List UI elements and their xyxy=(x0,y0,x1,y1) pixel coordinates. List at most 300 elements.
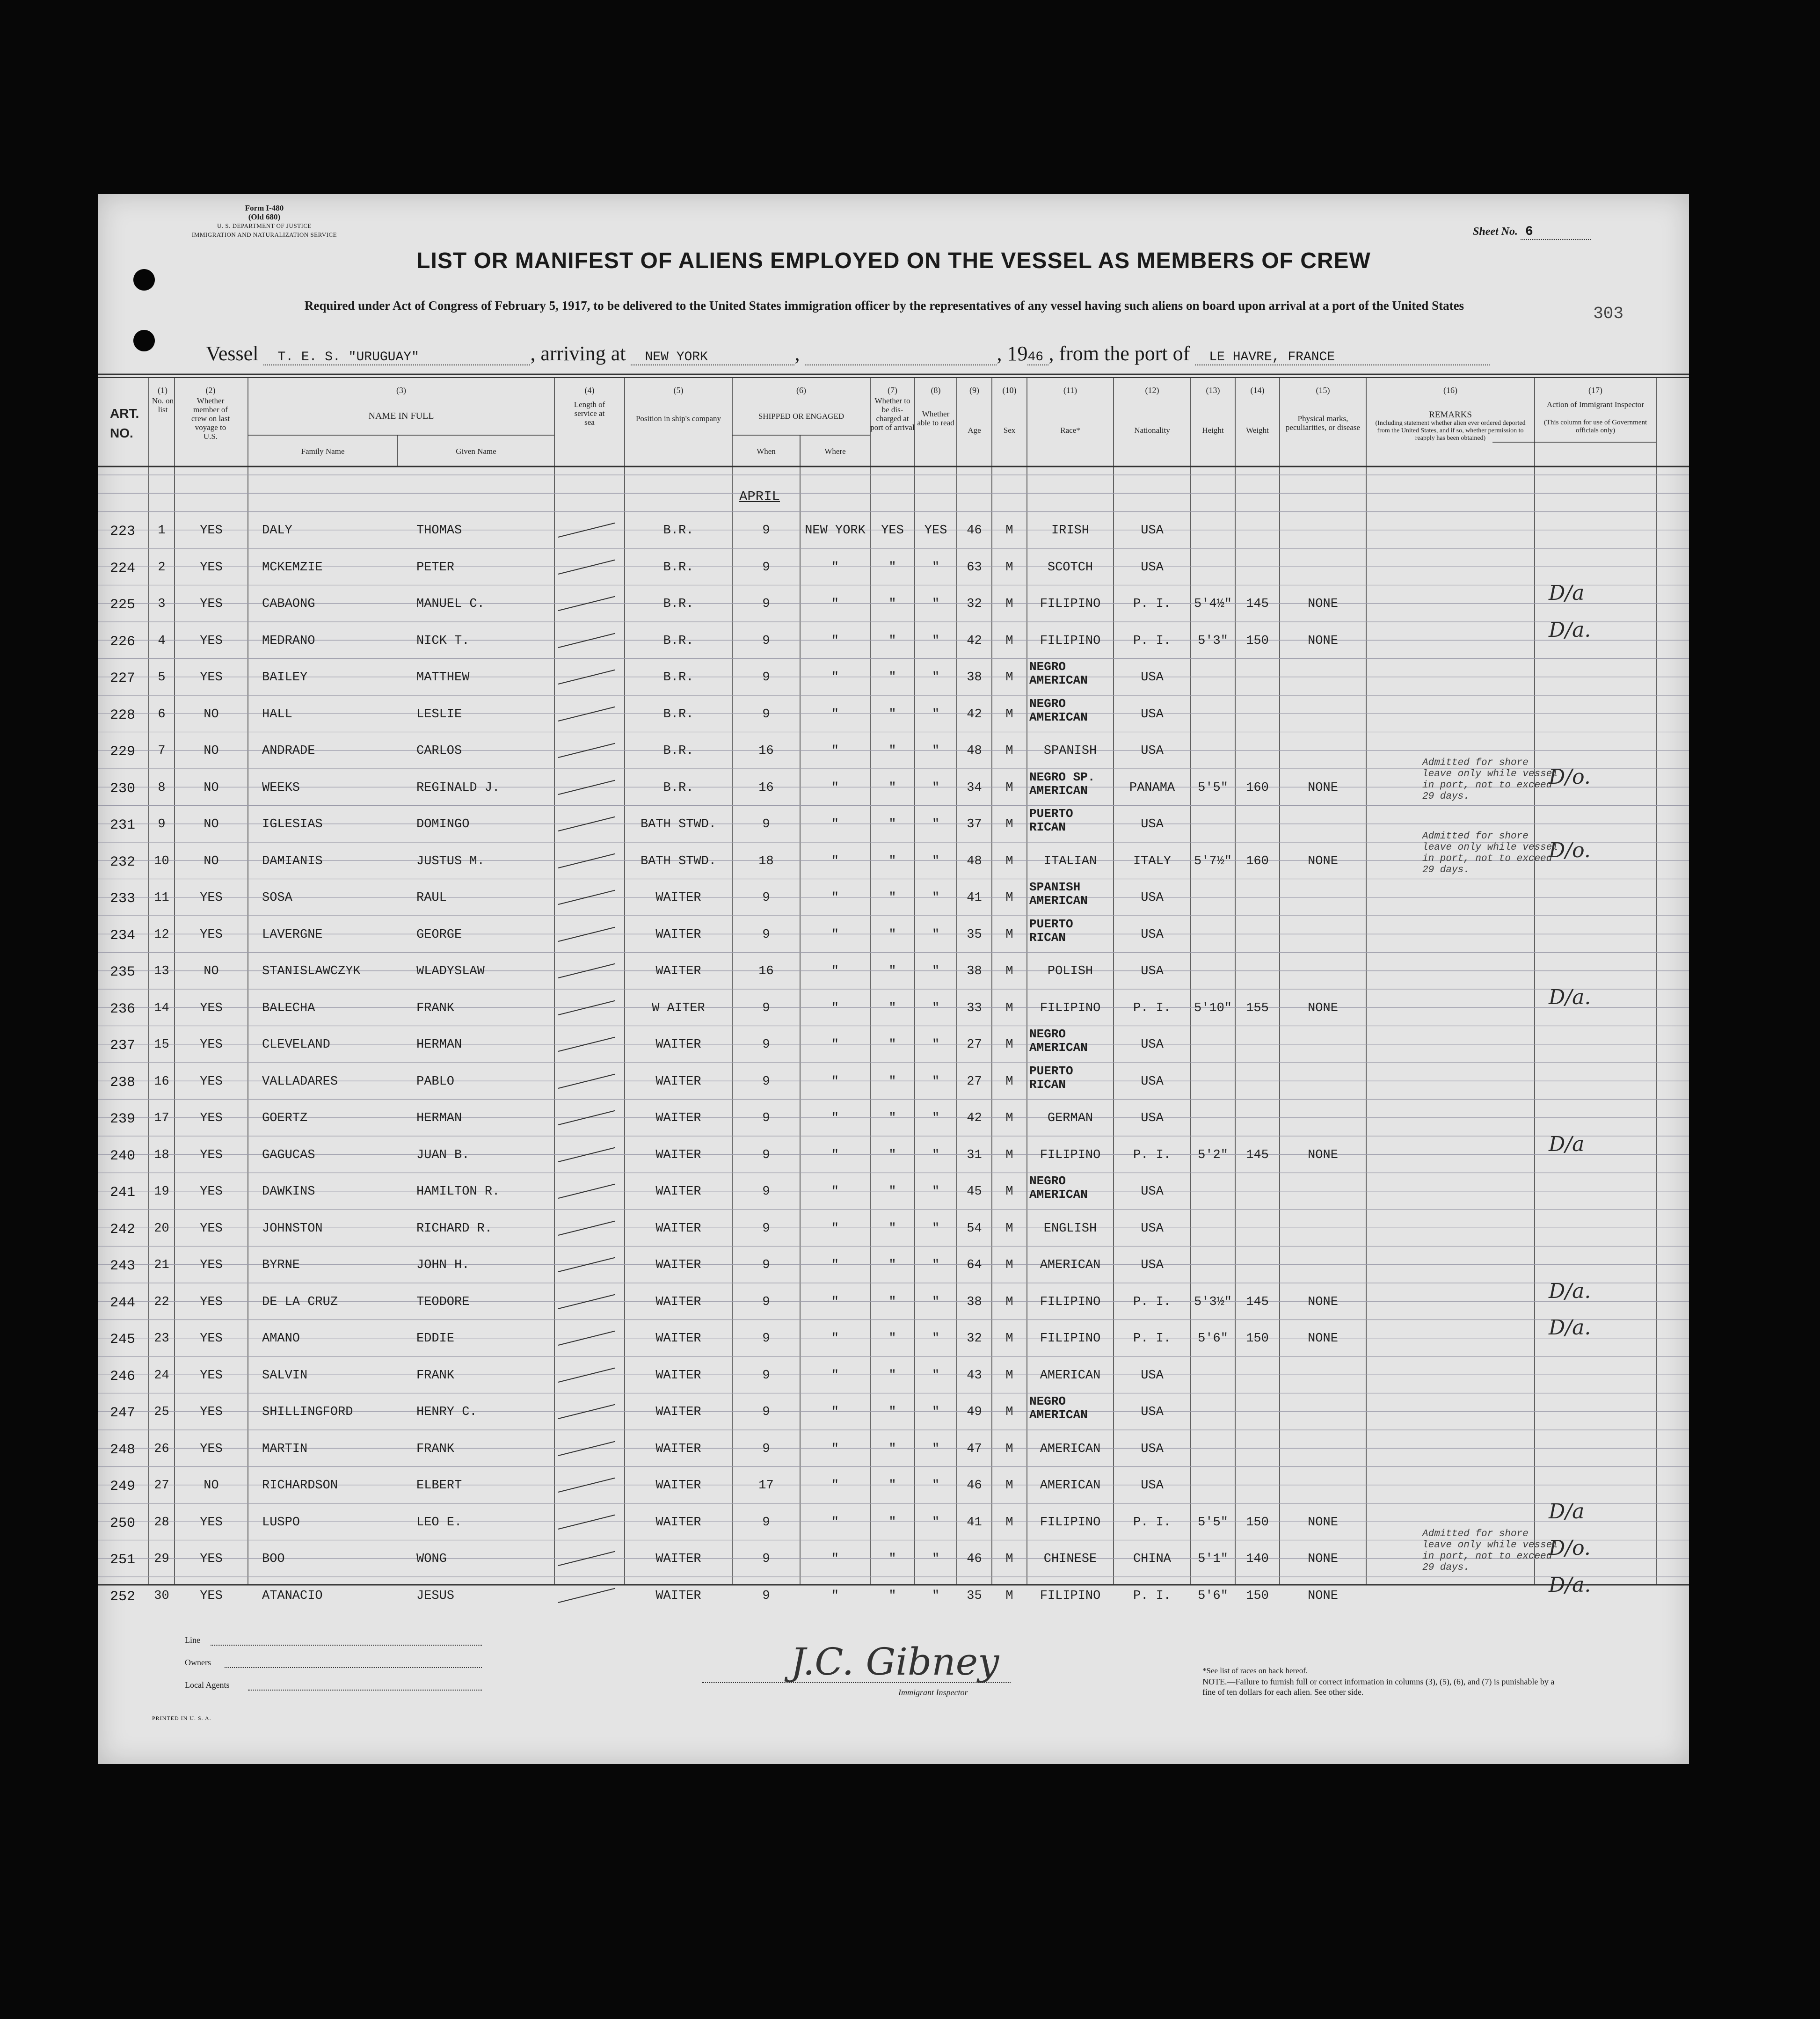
art-no: 239 xyxy=(110,1111,136,1127)
position: B.R. xyxy=(663,597,694,611)
shipped-when: 9 xyxy=(762,1295,770,1309)
shipped-where: " xyxy=(831,1552,839,1566)
height: 5'4½" xyxy=(1194,597,1232,611)
able-to-read: " xyxy=(932,1479,940,1493)
race: FILIPINO xyxy=(1040,597,1101,611)
given-name: RICHARD R. xyxy=(416,1221,493,1236)
family-name: HALL xyxy=(262,707,292,722)
shipped-when: 9 xyxy=(762,671,770,685)
family-name: IGLESIAS xyxy=(262,817,323,831)
vessel-name: T. E. S. "URUGUAY" xyxy=(263,350,530,365)
shipped-where: " xyxy=(831,1148,839,1162)
header-col17: Action of Immigrant Inspector xyxy=(1546,400,1645,409)
family-name: SOSA xyxy=(262,891,292,905)
inspector-action: D/o. xyxy=(1549,838,1591,862)
given-name: HERMAN xyxy=(416,1038,462,1052)
shipped-where: " xyxy=(831,1332,839,1346)
physical-marks: NONE xyxy=(1308,1001,1338,1015)
art-no: 241 xyxy=(110,1185,136,1201)
age: 47 xyxy=(967,1442,982,1456)
shipped-when: 9 xyxy=(762,1552,770,1566)
able-to-read: " xyxy=(932,1552,940,1566)
art-no: 244 xyxy=(110,1295,136,1311)
table-row xyxy=(98,1132,1689,1165)
prior-voyage: YES xyxy=(200,671,223,685)
nationality: P. I. xyxy=(1133,1332,1171,1346)
shipped-when: 9 xyxy=(762,1185,770,1199)
punch-hole xyxy=(133,330,155,351)
year-value: 46 xyxy=(1027,350,1048,365)
list-no: 17 xyxy=(154,1111,169,1125)
from-label: , from the port of xyxy=(1048,342,1190,365)
table-row xyxy=(98,1027,1689,1055)
race: AMERICAN xyxy=(1040,1442,1101,1456)
able-to-read: " xyxy=(932,1148,940,1162)
header-col6-num: (6) xyxy=(796,386,806,395)
list-no: 1 xyxy=(158,524,166,538)
position: WAITER xyxy=(655,1074,701,1089)
position: WAITER xyxy=(655,964,701,978)
remarks: Admitted for shore leave only while vessel in port, not to exceed 29 days. xyxy=(1422,831,1558,875)
shipped-when: 9 xyxy=(762,1368,770,1383)
nationality: USA xyxy=(1141,817,1164,831)
discharged: " xyxy=(888,1442,896,1456)
inspector-action: D/a. xyxy=(1549,985,1591,1009)
nationality: USA xyxy=(1141,1258,1164,1272)
given-name: JUAN B. xyxy=(416,1148,470,1162)
able-to-read: " xyxy=(932,671,940,685)
able-to-read: " xyxy=(932,1295,940,1309)
given-name: CARLOS xyxy=(416,744,462,758)
prior-voyage: YES xyxy=(200,1258,223,1272)
header-col5-num: (5) xyxy=(673,386,684,395)
service-check-mark xyxy=(558,816,615,831)
list-no: 27 xyxy=(154,1479,169,1493)
discharged: " xyxy=(888,817,896,831)
table-row xyxy=(98,953,1689,981)
family-name: AMANO xyxy=(262,1332,300,1346)
position: B.R. xyxy=(663,707,694,722)
service-check-mark xyxy=(558,633,615,648)
document-subtitle: Required under Act of Congress of February 5, 1917, to be delivered to the United States immigration officer by the representatives of any vessel having such aliens on board upon arrival at a port of the United States xyxy=(304,299,1464,313)
race: FILIPINO xyxy=(1040,1001,1101,1015)
list-no: 25 xyxy=(154,1405,169,1419)
sex: M xyxy=(1005,671,1013,685)
table-row xyxy=(98,1529,1689,1573)
height: 5'7½" xyxy=(1194,854,1232,868)
race: PUERTO RICAN xyxy=(1029,1064,1073,1092)
race: FILIPINO xyxy=(1040,1515,1101,1530)
service-check-mark xyxy=(558,1294,615,1309)
shipped-where: " xyxy=(831,1001,839,1015)
weight: 150 xyxy=(1246,634,1269,648)
header-col16: REMARKS xyxy=(1429,410,1472,420)
service-check-mark xyxy=(558,1073,615,1088)
age: 27 xyxy=(967,1038,982,1052)
given-name: EDDIE xyxy=(416,1332,455,1346)
race: NEGRO SP. AMERICAN xyxy=(1029,770,1095,798)
age: 49 xyxy=(967,1405,982,1419)
shipped-where: " xyxy=(831,634,839,648)
age: 64 xyxy=(967,1258,982,1272)
able-to-read: " xyxy=(932,744,940,758)
prior-voyage: YES xyxy=(200,1185,223,1199)
departure-port: LE HAVRE, FRANCE xyxy=(1195,350,1490,365)
nationality: PANAMA xyxy=(1129,780,1175,795)
given-name: FRANK xyxy=(416,1001,455,1015)
given-name: WLADYSLAW xyxy=(416,964,485,978)
race: PUERTO RICAN xyxy=(1029,807,1073,834)
given-name: ELBERT xyxy=(416,1479,462,1493)
table-row xyxy=(98,1467,1689,1495)
race-note: *See list of races on back hereof. xyxy=(1202,1666,1308,1675)
service-name: IMMIGRATION AND NATURALIZATION SERVICE xyxy=(191,231,337,238)
list-no: 14 xyxy=(154,1001,169,1015)
list-no: 2 xyxy=(158,560,166,575)
family-name: GOERTZ xyxy=(262,1111,308,1125)
table-row xyxy=(98,831,1689,875)
weight: 160 xyxy=(1246,780,1269,795)
discharged: " xyxy=(888,1515,896,1530)
physical-marks: NONE xyxy=(1308,1295,1338,1309)
header-col8: Whether able to read xyxy=(917,409,954,427)
art-no: 228 xyxy=(110,707,136,723)
sex: M xyxy=(1005,964,1013,978)
prior-voyage: YES xyxy=(200,524,223,538)
service-check-mark xyxy=(558,963,615,978)
inspector-action: D/a. xyxy=(1549,1316,1591,1340)
art-no: 226 xyxy=(110,634,136,650)
discharged: " xyxy=(888,1258,896,1272)
race: FILIPINO xyxy=(1040,1148,1101,1162)
nationality: USA xyxy=(1141,1221,1164,1236)
family-name: LUSPO xyxy=(262,1515,300,1530)
header-col6: SHIPPED OR ENGAGED xyxy=(758,412,844,421)
shipped-when: 9 xyxy=(762,597,770,611)
age: 42 xyxy=(967,634,982,648)
given-name: RAUL xyxy=(416,891,447,905)
art-no: 247 xyxy=(110,1405,136,1421)
height: 5'5" xyxy=(1198,780,1228,795)
prior-voyage: NO xyxy=(204,1479,219,1493)
position: B.R. xyxy=(663,744,694,758)
header-col2: Whether member of crew on last voyage to U.S. xyxy=(191,396,230,441)
service-check-mark xyxy=(558,1331,615,1346)
given-name: JOHN H. xyxy=(416,1258,470,1272)
shipped-where: " xyxy=(831,597,839,611)
header-col14: Weight xyxy=(1246,426,1269,435)
race: SPANISH AMERICAN xyxy=(1029,880,1088,908)
position: WAITER xyxy=(655,927,701,942)
header-given-name: Given Name xyxy=(456,447,496,456)
list-no: 30 xyxy=(154,1589,169,1603)
able-to-read: " xyxy=(932,891,940,905)
family-name: MCKEMZIE xyxy=(262,560,323,575)
table-row xyxy=(98,1357,1689,1385)
remarks: Admitted for shore leave only while vessel in port, not to exceed 29 days. xyxy=(1422,1529,1558,1573)
art-no: 231 xyxy=(110,817,136,833)
position: WAITER xyxy=(655,1552,701,1566)
nationality: USA xyxy=(1141,1368,1164,1383)
position: WAITER xyxy=(655,891,701,905)
header-col5: Position in ship's company xyxy=(635,414,721,423)
header-art-no: ART. NO. xyxy=(110,406,139,440)
age: 32 xyxy=(967,597,982,611)
nationality: CHINA xyxy=(1133,1552,1171,1566)
race: FILIPINO xyxy=(1040,634,1101,648)
art-no: 238 xyxy=(110,1074,136,1091)
physical-marks: NONE xyxy=(1308,1148,1338,1162)
family-name: DALY xyxy=(262,524,292,538)
prior-voyage: NO xyxy=(204,707,219,722)
able-to-read: " xyxy=(932,1332,940,1346)
shipped-when: 9 xyxy=(762,1332,770,1346)
art-no: 227 xyxy=(110,671,136,686)
race: NEGRO AMERICAN xyxy=(1029,1174,1088,1202)
position: BATH STWD. xyxy=(640,854,717,868)
age: 33 xyxy=(967,1001,982,1015)
header-col11: Race* xyxy=(1060,426,1080,435)
header-col17-note: (This column for use of Government officials only) xyxy=(1543,419,1647,434)
nationality: ITALY xyxy=(1133,854,1171,868)
prior-voyage: YES xyxy=(200,1332,223,1346)
table-row xyxy=(98,1279,1689,1312)
able-to-read: " xyxy=(932,1442,940,1456)
race: FILIPINO xyxy=(1040,1589,1101,1603)
position: WAITER xyxy=(655,1479,701,1493)
age: 34 xyxy=(967,780,982,795)
race: SPANISH xyxy=(1043,744,1097,758)
able-to-read: " xyxy=(932,1405,940,1419)
sex: M xyxy=(1005,560,1013,575)
position: WAITER xyxy=(655,1185,701,1199)
shipped-when: 9 xyxy=(762,1221,770,1236)
header-where: Where xyxy=(824,447,846,456)
shipped-where: " xyxy=(831,1221,839,1236)
header-col17-num: (17) xyxy=(1588,386,1602,395)
inspector-action: D/a xyxy=(1549,1132,1585,1156)
position: WAITER xyxy=(655,1295,701,1309)
prior-voyage: YES xyxy=(200,1589,223,1603)
list-no: 29 xyxy=(154,1552,169,1566)
art-no: 245 xyxy=(110,1332,136,1348)
table-row xyxy=(98,733,1689,761)
art-no: 251 xyxy=(110,1552,136,1568)
sex: M xyxy=(1005,524,1013,538)
prior-voyage: YES xyxy=(200,1515,223,1530)
race: NEGRO AMERICAN xyxy=(1029,696,1088,724)
header-col8-num: (8) xyxy=(931,386,941,395)
discharged: " xyxy=(888,1332,896,1346)
age: 32 xyxy=(967,1332,982,1346)
weight: 150 xyxy=(1246,1589,1269,1603)
document-title: LIST OR MANIFEST OF ALIENS EMPLOYED ON THE VESSEL AS MEMBERS OF CREW xyxy=(416,248,1371,273)
shipped-where: " xyxy=(831,560,839,575)
table-row xyxy=(98,1247,1689,1275)
art-no: 243 xyxy=(110,1258,136,1274)
position: WAITER xyxy=(655,1368,701,1383)
nationality: USA xyxy=(1141,964,1164,978)
art-no: 225 xyxy=(110,597,136,613)
owners-label: Owners xyxy=(185,1658,211,1667)
art-no: 236 xyxy=(110,1001,136,1017)
given-name: PABLO xyxy=(416,1074,455,1089)
art-no: 246 xyxy=(110,1368,136,1385)
shipped-when: 9 xyxy=(762,1111,770,1125)
art-no: 223 xyxy=(110,524,136,539)
sex: M xyxy=(1005,1515,1013,1530)
local-agents-label: Local Agents xyxy=(185,1680,230,1690)
local-agents-field xyxy=(248,1690,482,1691)
position: B.R. xyxy=(663,524,694,538)
service-check-mark xyxy=(558,1551,615,1566)
prior-voyage: YES xyxy=(200,634,223,648)
position: WAITER xyxy=(655,1038,701,1052)
page-stamp-number: 303 xyxy=(1593,304,1623,323)
family-name: ANDRADE xyxy=(262,744,315,758)
line-label: Line xyxy=(185,1635,200,1645)
physical-marks: NONE xyxy=(1308,1589,1338,1603)
list-no: 16 xyxy=(154,1074,169,1089)
service-check-mark xyxy=(558,1404,615,1419)
family-name: LAVERGNE xyxy=(262,927,323,942)
able-to-read: " xyxy=(932,1185,940,1199)
race: GERMAN xyxy=(1047,1111,1093,1125)
table-row xyxy=(98,806,1689,834)
age: 41 xyxy=(967,891,982,905)
race: CHINESE xyxy=(1043,1552,1097,1566)
given-name: GEORGE xyxy=(416,927,462,942)
service-check-mark xyxy=(558,1220,615,1235)
able-to-read: " xyxy=(932,1221,940,1236)
prior-voyage: YES xyxy=(200,1295,223,1309)
shipped-where: " xyxy=(831,1515,839,1530)
position: WAITER xyxy=(655,1221,701,1236)
shipped-where: " xyxy=(831,1589,839,1603)
list-no: 8 xyxy=(158,780,166,795)
art-no: 233 xyxy=(110,891,136,907)
art-no: 234 xyxy=(110,927,136,944)
shipped-where: " xyxy=(831,891,839,905)
height: 5'3" xyxy=(1198,634,1228,648)
position: B.R. xyxy=(663,634,694,648)
able-to-read: " xyxy=(932,597,940,611)
given-name: JESUS xyxy=(416,1589,455,1603)
given-name: NICK T. xyxy=(416,634,470,648)
position: WAITER xyxy=(655,1148,701,1162)
shipped-when: 9 xyxy=(762,1515,770,1530)
sex: M xyxy=(1005,1479,1013,1493)
table-row xyxy=(98,581,1689,614)
race: IRISH xyxy=(1051,524,1089,538)
header-col2-num: (2) xyxy=(205,386,216,395)
height: 5'5" xyxy=(1198,1515,1228,1530)
inspector-action: D/a. xyxy=(1549,1573,1591,1597)
family-name: GAGUCAS xyxy=(262,1148,315,1162)
family-name: WEEKS xyxy=(262,780,300,795)
shipped-when: 9 xyxy=(762,1038,770,1052)
shipped-where: " xyxy=(831,1442,839,1456)
family-name: MEDRANO xyxy=(262,634,315,648)
shipped-when: 9 xyxy=(762,1258,770,1272)
sex: M xyxy=(1005,1589,1013,1603)
weight: 145 xyxy=(1246,597,1269,611)
able-to-read: " xyxy=(932,1589,940,1603)
shipped-where: " xyxy=(831,854,839,868)
header-col3: NAME IN FULL xyxy=(368,411,434,421)
shipped-when: 9 xyxy=(762,927,770,942)
header-family-name: Family Name xyxy=(301,447,345,456)
header-col12: Nationality xyxy=(1134,426,1170,435)
weight: 150 xyxy=(1246,1332,1269,1346)
service-check-mark xyxy=(558,780,615,794)
discharged: " xyxy=(888,597,896,611)
service-check-mark xyxy=(558,1110,615,1125)
race: AMERICAN xyxy=(1040,1479,1101,1493)
service-check-mark xyxy=(558,670,615,685)
shipped-when: 9 xyxy=(762,707,770,722)
given-name: HAMILTON R. xyxy=(416,1185,500,1199)
vessel-line xyxy=(206,342,1581,365)
art-no: 224 xyxy=(110,560,136,576)
list-no: 7 xyxy=(158,744,166,758)
age: 27 xyxy=(967,1074,982,1089)
sex: M xyxy=(1005,1185,1013,1199)
table-row xyxy=(98,880,1689,908)
shipped-when: 9 xyxy=(762,1405,770,1419)
position: WAITER xyxy=(655,1442,701,1456)
able-to-read: " xyxy=(932,1038,940,1052)
nationality: USA xyxy=(1141,1442,1164,1456)
art-no: 240 xyxy=(110,1148,136,1164)
family-name: DAMIANIS xyxy=(262,854,323,868)
service-check-mark xyxy=(558,523,615,538)
nationality: USA xyxy=(1141,927,1164,942)
inspector-signature: J.C. Gibney xyxy=(791,1640,999,1684)
sheet-label: Sheet No. xyxy=(1473,226,1518,238)
family-name: CLEVELAND xyxy=(262,1038,330,1052)
department-name: U. S. DEPARTMENT OF JUSTICE xyxy=(217,222,312,229)
shipped-where: " xyxy=(831,1405,839,1419)
shipped-when: 9 xyxy=(762,524,770,538)
prior-voyage: YES xyxy=(200,891,223,905)
given-name: TEODORE xyxy=(416,1295,470,1309)
shipped-when: 17 xyxy=(758,1479,774,1493)
header-col10-num: (10) xyxy=(1002,386,1017,395)
service-check-mark xyxy=(558,1257,615,1272)
able-to-read: " xyxy=(932,780,940,795)
race: NEGRO AMERICAN xyxy=(1029,1394,1088,1422)
prior-voyage: YES xyxy=(200,1111,223,1125)
shipped-where: " xyxy=(831,1479,839,1493)
position: WAITER xyxy=(655,1405,701,1419)
service-check-mark xyxy=(558,1000,615,1015)
service-check-mark xyxy=(558,743,615,758)
service-check-mark xyxy=(558,1514,615,1529)
header-col9: Age xyxy=(968,426,981,435)
printed-in-usa: PRINTED IN U. S. A. xyxy=(152,1715,211,1721)
able-to-read: " xyxy=(932,560,940,575)
prior-voyage: YES xyxy=(200,1148,223,1162)
able-to-read: " xyxy=(932,817,940,831)
height: 5'6" xyxy=(1198,1332,1228,1346)
sheet-value: 6 xyxy=(1521,225,1591,240)
table-row xyxy=(98,757,1689,802)
list-no: 28 xyxy=(154,1515,169,1530)
art-no: 235 xyxy=(110,964,136,980)
weight: 160 xyxy=(1246,854,1269,868)
weight: 145 xyxy=(1246,1148,1269,1162)
